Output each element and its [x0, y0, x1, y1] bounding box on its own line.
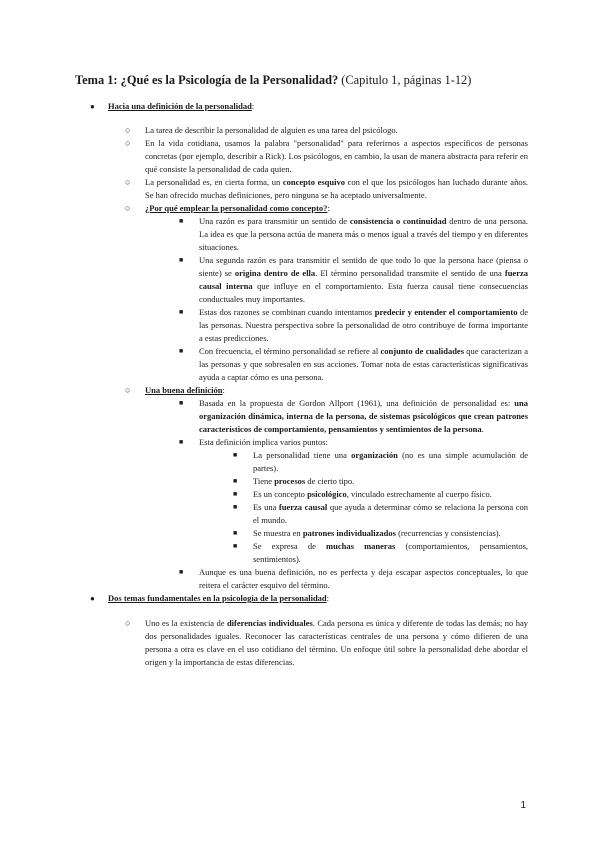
- section-heading: Dos temas fundamentales en la psicología de la personalidad:: [108, 593, 330, 603]
- section-fundamental-themes: [90, 592, 528, 605]
- bullet-circle: ○: [125, 385, 131, 395]
- bullet-square: ■: [179, 438, 184, 446]
- bullet-square: ■: [179, 308, 184, 316]
- bullet-circle: ○: [125, 138, 131, 148]
- sub-item: ■ Aunque es una buena definición, no es perfecta y deja escapar aspectos conceptuales, lo que reitera el carácter esquivo del término.: [179, 567, 528, 590]
- list-item: ○ La personalidad es, en cierta forma, un concepto esquivo con el que los psicólogos han luchado durante años. Se han ofrecido muchas definiciones, pero ninguna se ha aceptado universalmente.: [125, 177, 529, 200]
- section-definition: [90, 100, 528, 113]
- sub-item: ■ Estas dos razones se combinan cuando intentamos predecir y entender el comportamiento de las personas. Nuestra perspectiva sobre la personalidad de otro contribuye de forma importante a estas predicciones.: [179, 307, 528, 343]
- sub-item: ■ Basada en la propuesta de Gordon Allport (1961), una definición de personalidad es: una organización dinámica, interna de la persona, de sistemas psicológicos que crean patrones característicos de comportamiento, pensamientos y sentimientos de la persona.: [179, 398, 528, 434]
- bullet-circle: ○: [125, 203, 131, 213]
- sub-sub-item: ■ Se expresa de muchas maneras (comportamientos, pensamientos, sentimientos).: [233, 541, 528, 564]
- section-heading: Hacia una definición de la personalidad:: [108, 101, 255, 111]
- bullet-disc: ●: [90, 594, 95, 603]
- list-item: ○ La tarea de describir la personalidad de alguien es una tarea del psicólogo.: [125, 125, 398, 135]
- bullet-square: ■: [233, 542, 238, 550]
- bullet-circle: ○: [125, 177, 131, 187]
- bullet-square: ■: [233, 477, 238, 485]
- sub-item: ■ Esta definición implica varios puntos: ■ La personalidad tiene una organización (no es una simple acumulación de partes). ■ Tiene procesos de cierto tipo. ■ Es un concepto psicológico, vinculado estrechamente al cuerpo físico. ■ Es una fuerza causal que ayuda a determinar cómo se relaciona la persona con el mundo. ■ Se muestra en patrones individualizados (recurrencias y consistencias). ■ Se expresa de muchas maneras (comportamientos, pensamientos, sentimientos).: [179, 437, 528, 564]
- sub-sub-item: ■ La personalidad tiene una organización (no es una simple acumulación de partes).: [233, 450, 528, 473]
- bullet-square: ■: [179, 256, 184, 264]
- bullet-disc: ●: [90, 102, 95, 111]
- sub-sub-item: ■ Tiene procesos de cierto tipo.: [233, 476, 355, 486]
- bullet-circle: ○: [125, 618, 131, 628]
- bullet-square: ■: [233, 529, 238, 537]
- sub-item: ■ Con frecuencia, el término personalidad se refiere al conjunto de cualidades que caracterizan a las personas y que sobresalen en sus acciones. Tomar nota de estas características significativas ayuda a captar cómo es una persona.: [179, 346, 529, 382]
- sub-sub-item: ■ Se muestra en patrones individualizados (recurrencias y consistencias).: [233, 528, 501, 538]
- bullet-square: ■: [179, 347, 184, 355]
- title-rest: (Capitulo 1, páginas 1-12): [338, 73, 472, 87]
- sub-sub-item: ■ Es una fuerza causal que ayuda a determinar cómo se relaciona la persona con el mundo.: [233, 502, 528, 525]
- sub-sub-item: ■ Es un concepto psicológico, vinculado estrechamente al cuerpo físico.: [233, 489, 492, 499]
- bullet-square: ■: [179, 217, 184, 225]
- sub-item: ■ Una segunda razón es para transmitir el sentido de que todo lo que la persona hace (piensa o siente) se origina dentro de ella. El término personalidad transmite el sentido de una fuerza causal interna que influye en el comportamiento. Esta fuerza causal tiene consecuencias conductuales muy importantes.: [179, 255, 528, 304]
- page-title: [75, 72, 545, 88]
- bullet-square: ■: [179, 399, 184, 407]
- title-bold: Tema 1: ¿Qué es la Psicología de la Personalidad?: [75, 73, 339, 87]
- bullet-square: ■: [233, 451, 238, 459]
- list-item-why: ○ ¿Por qué emplear la personalidad como concepto?: ■ Una razón es para transmitir un sentido de consistencia o continuidad dentro de una persona. La idea es que la persona actúa de manera más o menos igual a través del tiempo y en diferentes situaciones. ■ Una segunda razón es para transmitir el sentido de que todo lo que la persona hace (piensa o siente) se origina dentro de ella. El término personalidad transmite el sentido de una fuerza causal interna que influye en el comportamiento. Esta fuerza causal tiene consecuencias conductuales muy importantes. ■ Estas dos razones se combinan cuando intentamos predecir y entender el comportamiento de las personas. Nuestra perspectiva sobre la personalidad de otro contribuye de forma importante a estas predicciones. ■ Con frecuencia, el término personalidad se refiere al conjunto de cualidades que caracterizan a las personas y que sobresalen en sus acciones. Tomar nota de estas características significativas ayuda a captar cómo es una persona.: [125, 203, 529, 382]
- sub-item: ■ Una razón es para transmitir un sentido de consistencia o continuidad dentro de una persona. La idea es que la persona actúa de manera más o menos igual a través del tiempo y en diferentes situaciones.: [179, 216, 528, 252]
- list-item: ○ Uno es la existencia de diferencias individuales. Cada persona es única y diferente de todas las demás; no hay dos personalidades iguales. Reconocer las características centrales de una persona y cómo difieren de una persona a otra es clave en el uso cotidiano del término. Un enfoque útil sobre la personalidad debe abordar el origen y la importancia de estas diferencias.: [125, 618, 528, 667]
- document-body: [0, 100, 600, 669]
- bullet-square: ■: [233, 503, 238, 511]
- list-item: ○ En la vida cotidiana, usamos la palabra "personalidad" para referirnos a aspectos específicos de personas concretas (por ejemplo, describir a Rick). Los psicólogos, en cambio, la usan de manera abstracta para referir en qué consiste la personalidad de cada quien.: [125, 138, 528, 174]
- bullet-square: ■: [179, 568, 184, 576]
- bullet-square: ■: [233, 490, 238, 498]
- list-item-definition: ○ Una buena definición: ■ Basada en la propuesta de Gordon Allport (1961), una definición de personalidad es: una organización dinámica, interna de la persona, de sistemas psicológicos que crean patrones característicos de comportamiento, pensamientos y sentimientos de la persona. ■ Esta definición implica varios puntos: ■ La personalidad tiene una organización (no es una simple acumulación de partes). ■ Tiene procesos de cierto tipo. ■ Es un concepto psicológico, vinculado estrechamente al cuerpo físico. ■ Es una fuerza causal que ayuda a determinar cómo se relaciona la persona con el mundo. ■ Se muestra en patrones individualizados (recurrencias y consistencias). ■ Se expresa de muchas maneras (comportamientos, pensamientos, sentimientos). ■ Aunque es una buena definición, no es perfecta y deja escapar aspectos conceptuales, lo que reitera el carácter esquivo del término.: [125, 385, 528, 590]
- bullet-circle: ○: [125, 125, 131, 135]
- page-number: 1: [520, 800, 526, 811]
